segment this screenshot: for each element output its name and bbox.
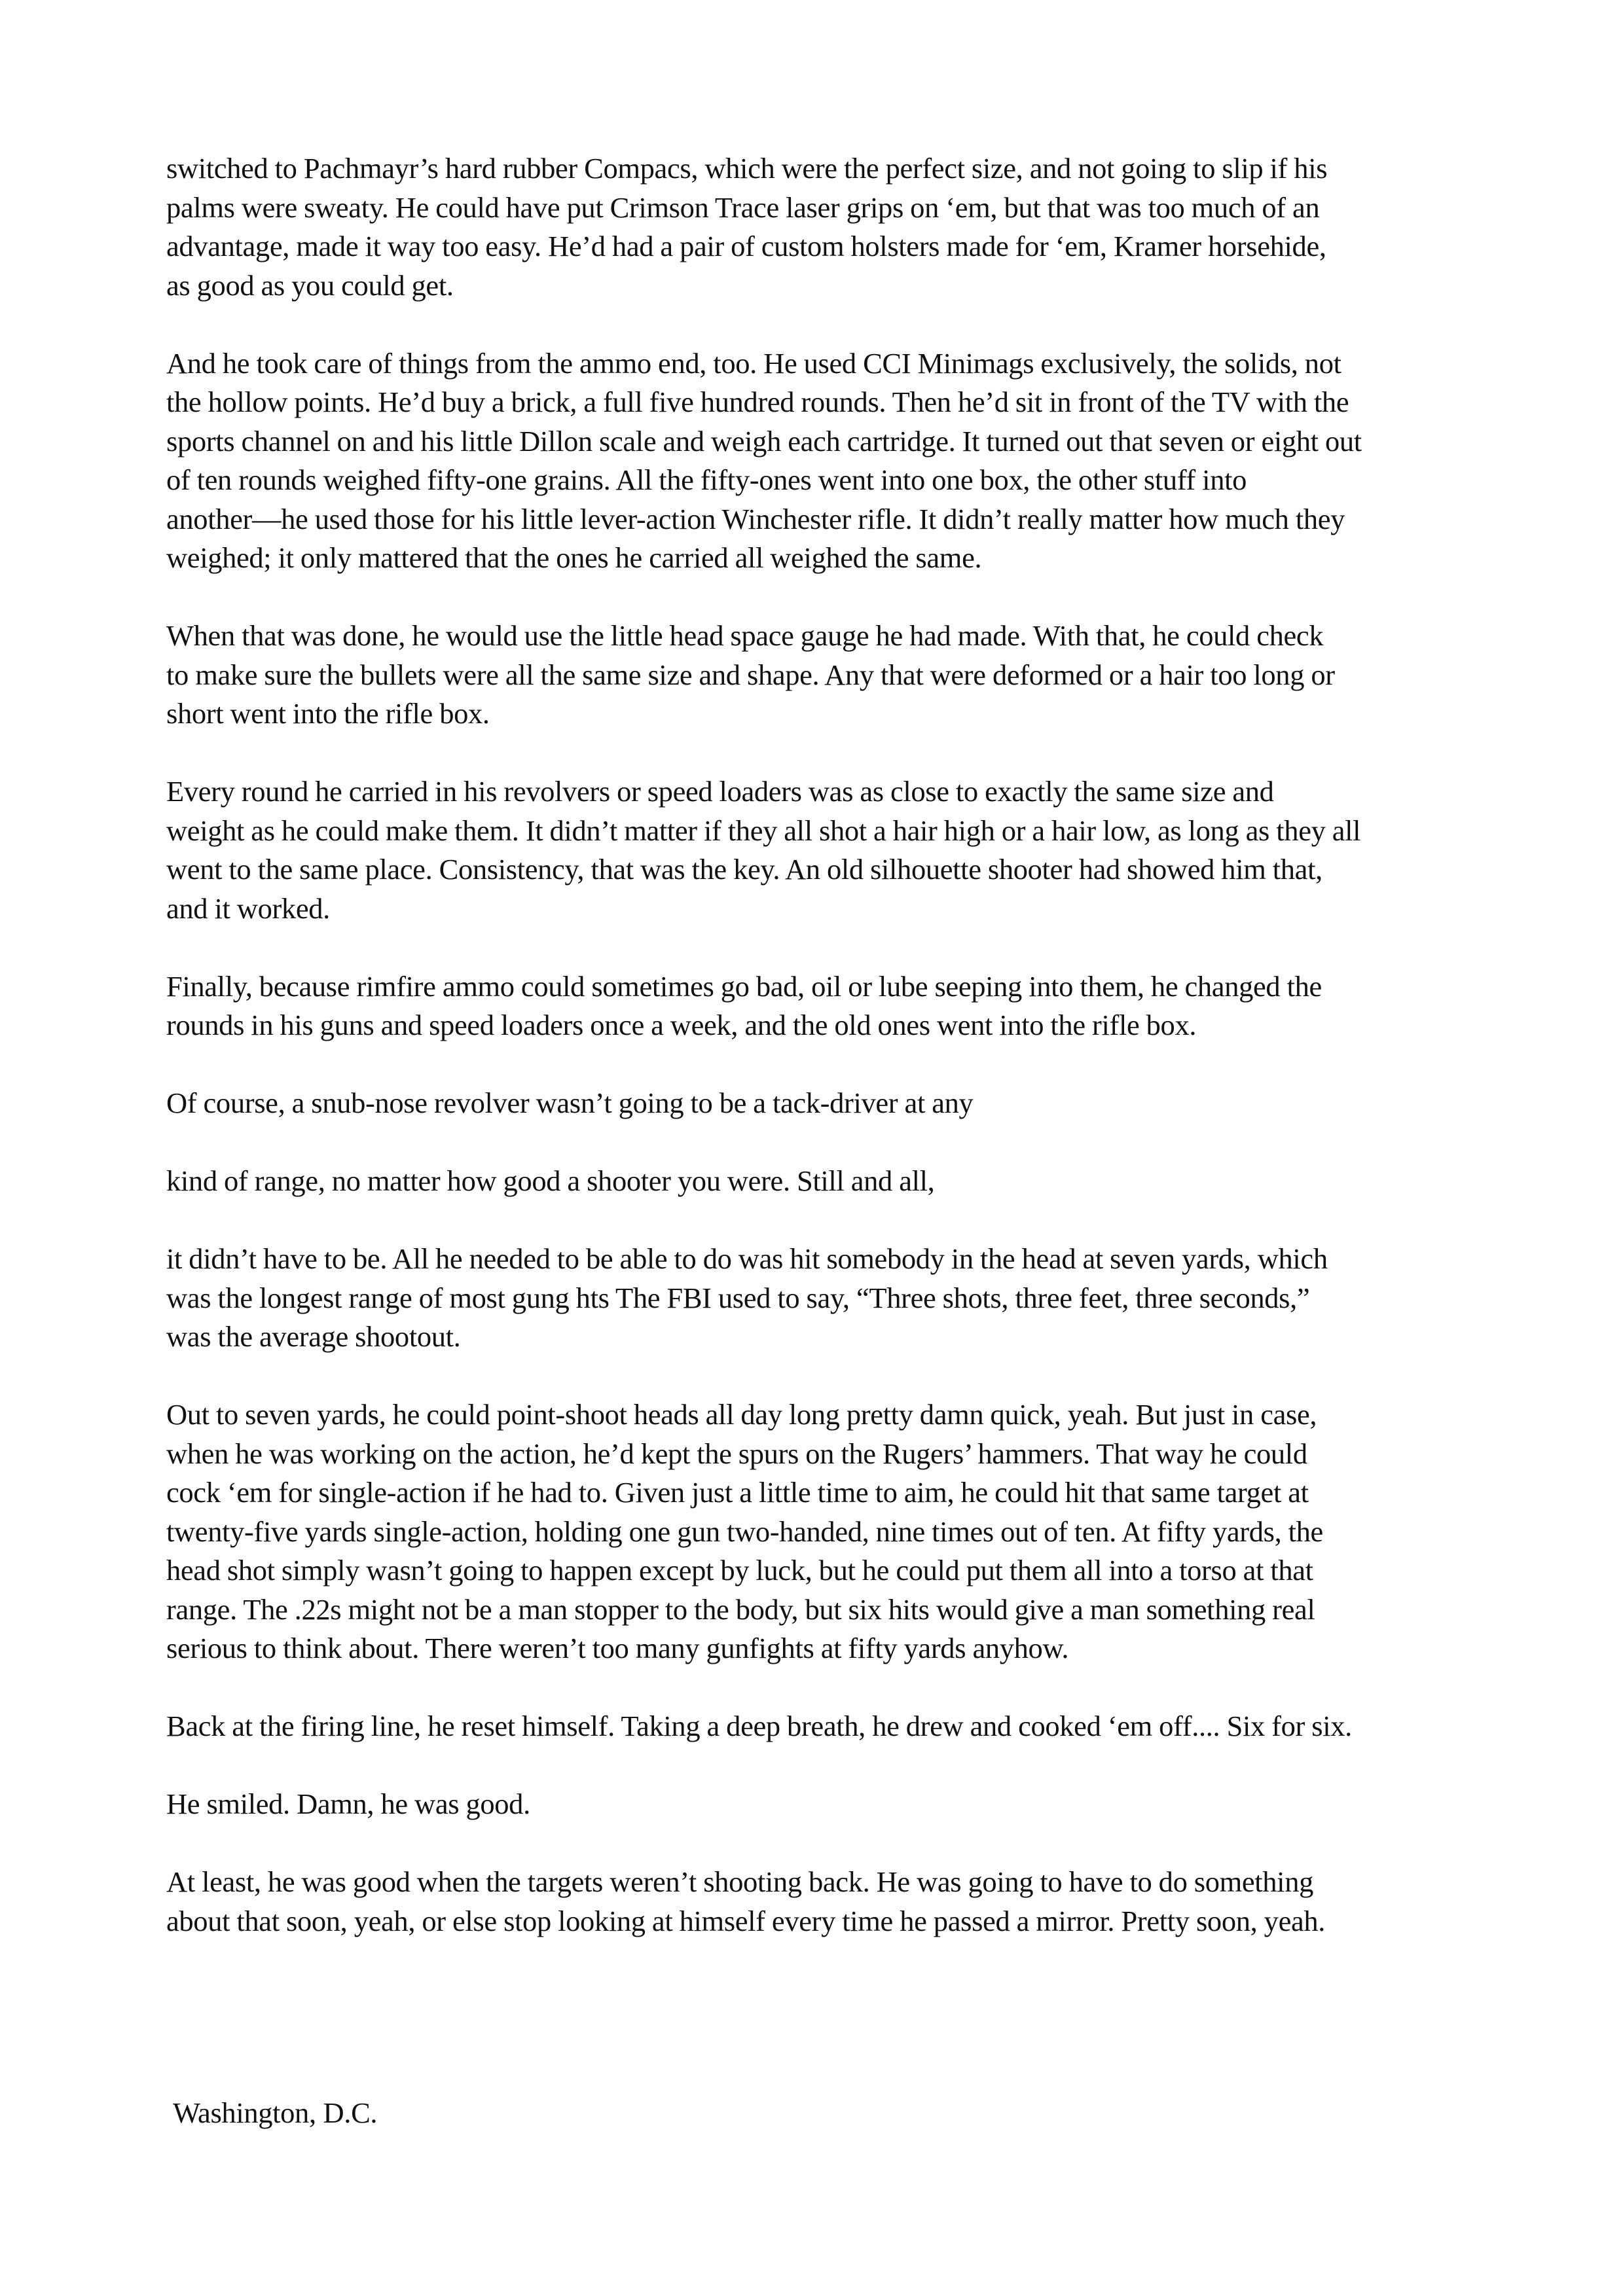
text-line: rounds in his guns and speed loaders once a week, and the old ones went into the rifle box. [166, 1009, 1197, 1041]
text-line: twenty-five yards single-action, holding one gun two-handed, nine times out of ten. At fifty yards, the [166, 1515, 1323, 1548]
text-line: weighed; it only mattered that the ones he carried all weighed the same. [166, 541, 982, 574]
text-line: Finally, because rimfire ammo could sometimes go bad, oil or lube seeping into them, he changed the [166, 969, 1322, 1003]
text-line: He smiled. Damn, he was good. [166, 1787, 530, 1820]
paragraph [166, 1240, 1489, 1357]
text-line: kind of range, no matter how good a shooter you were. Still and all, [166, 1164, 935, 1197]
paragraph [166, 772, 1489, 928]
text-line: head shot simply wasn’t going to happen except by luck, but he could put them all into a torso at that [166, 1554, 1313, 1587]
text-line: about that soon, yeah, or else stop looking at himself every time he passed a mirror. Pretty soon, yeah. [166, 1904, 1326, 1937]
text-line: At least, he was good when the targets weren’t shooting back. He was going to have to do something [166, 1865, 1313, 1898]
paragraph [166, 1707, 1489, 1746]
text-line: weight as he could make them. It didn’t matter if they all shot a hair high or a hair low, as long as they all [166, 814, 1361, 847]
paragraph [166, 344, 1489, 578]
text-line: range. The .22s might not be a man stopper to the body, but six hits would give a man something real [166, 1592, 1315, 1626]
text-line: sports channel on and his little Dillon scale and weigh each cartridge. It turned out that seven or eight out [166, 424, 1362, 457]
text-line: When that was done, he would use the little head space gauge he had made. With that, he could check [166, 619, 1324, 652]
paragraph [166, 617, 1489, 734]
text-line: the hollow points. He’d buy a brick, a full five hundred rounds. Then he’d sit in front of the TV with the [166, 386, 1349, 418]
paragraph [166, 967, 1489, 1045]
text-line: serious to think about. There weren’t too many gunfights at fifty yards anyhow. [166, 1632, 1069, 1664]
text-line: Of course, a snub-nose revolver wasn’t going to be a tack-driver at any [166, 1086, 974, 1119]
text-line: switched to Pachmayr’s hard rubber Compacs, which were the perfect size, and not going to slip if his [166, 152, 1328, 185]
paragraph [166, 1084, 1489, 1123]
text-line: palms were sweaty. He could have put Crimson Trace laser grips on ‘em, but that was too much of an [166, 190, 1320, 224]
text-line: it didn’t have to be. All he needed to be able to do was hit somebody in the head at seven yards, which [166, 1242, 1328, 1275]
paragraph [166, 1863, 1489, 1941]
text-line: went to the same place. Consistency, that was the key. An old silhouette shooter had showed him that, [166, 853, 1322, 886]
text-line: Every round he carried in his revolvers or speed loaders was as close to exactly the same size and [166, 775, 1274, 808]
text-line: was the average shootout. [166, 1320, 461, 1353]
paragraph [166, 1162, 1489, 1201]
paragraph [166, 149, 1489, 305]
text-line: was the longest range of most gung hts The FBI used to say, “Three shots, three feet, three seconds,” [166, 1281, 1310, 1314]
text-line: as good as you could get. [166, 268, 454, 302]
text-line: another—he used those for his little lever-action Winchester rifle. It didn’t really matter how much they [166, 502, 1345, 535]
text-line: And he took care of things from the ammo end, too. He used CCI Minimags exclusively, the solids, not [166, 346, 1341, 380]
location-heading: Washington, D.C. [166, 2096, 378, 2129]
body-text [166, 149, 1489, 1980]
paragraph [166, 1395, 1489, 1668]
text-line: when he was working on the action, he’d kept the spurs on the Rugers’ hammers. That way he could [166, 1437, 1307, 1470]
text-line: advantage, made it way too easy. He’d had a pair of custom holsters made for ‘em, Kramer horsehide, [166, 230, 1326, 262]
text-line: of ten rounds weighed fifty-one grains. All the fifty-ones went into one box, the other stuff into [166, 463, 1247, 496]
text-line: and it worked. [166, 891, 330, 925]
text-line: Back at the firing line, he reset himself. Taking a deep breath, he drew and cooked ‘em off.... Six for six. [166, 1710, 1352, 1742]
text-line: short went into the rifle box. [166, 697, 490, 730]
text-line: to make sure the bullets were all the same size and shape. Any that were deformed or a hair too long or [166, 658, 1335, 691]
text-line: cock ‘em for single-action if he had to. Given just a little time to aim, he could hit that same target at [166, 1476, 1309, 1509]
text-line: Out to seven yards, he could point-shoot heads all day long pretty damn quick, yeah. But just in case, [166, 1398, 1317, 1431]
paragraph [166, 1785, 1489, 1824]
